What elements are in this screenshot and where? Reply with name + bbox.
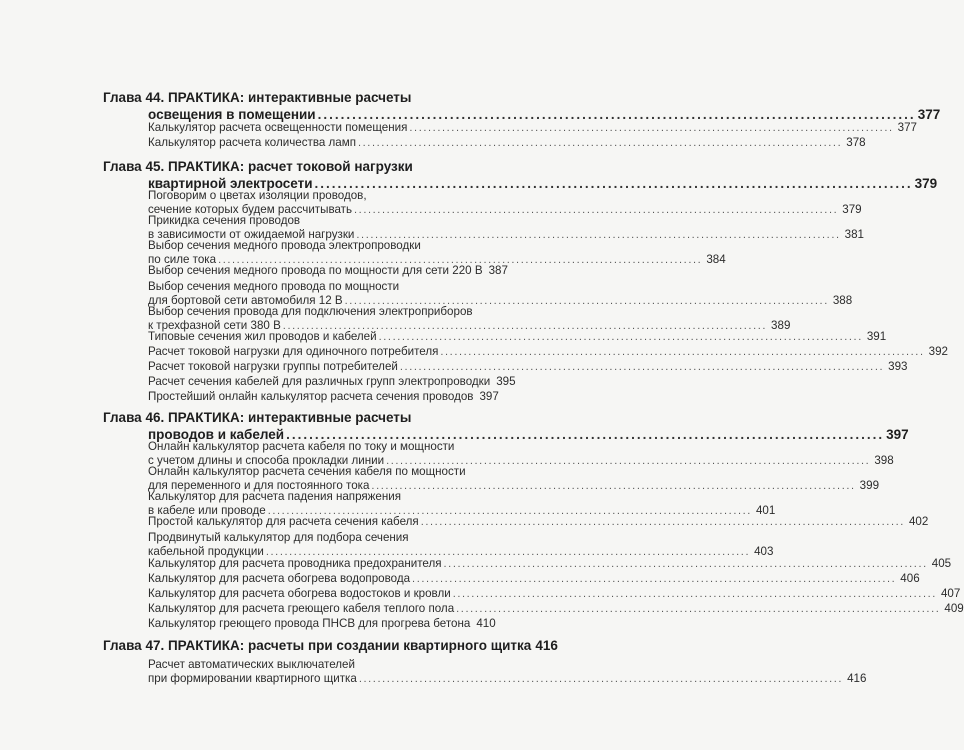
chapter-title-line: Глава 46. ПРАКТИКА: интерактивные расчеты — [103, 410, 412, 425]
leader-dots: ........................................................................................................ — [265, 546, 751, 558]
toc-entry — [148, 305, 791, 333]
toc-entry — [148, 490, 776, 518]
chapter-title-line: Глава 47. ПРАКТИКА: расчеты при создании квартирного щитка — [103, 638, 532, 653]
toc-entry — [148, 345, 948, 359]
entry-title-line: Калькулятор для расчета греющего кабеля теплого пола — [148, 602, 455, 615]
entry-page-number: 389 — [771, 319, 791, 332]
leader-dots: ........................................................................................................ — [356, 229, 841, 241]
chapter-heading — [103, 637, 558, 654]
leader-dots: ........................................................................................................ — [354, 204, 839, 216]
toc-entry — [148, 440, 894, 468]
entry-title-line: Выбор сечения медного провода по мощности для сети 220 В — [148, 264, 483, 277]
chapter-title-line: Глава 45. ПРАКТИКА: расчет токовой нагрузки — [103, 159, 413, 174]
entry-title-line: Калькулятор для расчета проводника предохранителя — [148, 557, 442, 570]
entry-title-line: с учетом длины и способа прокладки линии — [148, 454, 385, 467]
entry-title-line: Поговорим о цветах изоляции проводов, — [148, 189, 367, 202]
entry-page-number: 392 — [928, 345, 948, 358]
entry-page-number: 387 — [488, 264, 508, 277]
toc-entry — [148, 360, 908, 374]
toc-entry — [148, 465, 880, 493]
entry-page-number: 379 — [842, 203, 862, 216]
toc-entry — [148, 121, 917, 135]
entry-page-number: 381 — [844, 228, 864, 241]
chapter-page-number: 416 — [535, 638, 558, 653]
entry-title-line: Расчет автоматических выключателей — [148, 658, 355, 671]
leader-dots: ........................................................................................................ — [440, 346, 925, 358]
entry-page-number: 403 — [754, 545, 774, 558]
chapter-page-number: 379 — [914, 176, 938, 191]
entry-page-number: 416 — [847, 672, 867, 685]
entry-page-number: 391 — [866, 330, 887, 343]
entry-title-line: Типовые сечения жил проводов и кабелей — [148, 330, 377, 343]
leader-dots: ........................................................................................................ — [412, 573, 897, 585]
chapter-title-line: освещения в помещении — [148, 107, 316, 122]
entry-title-line: Выбор сечения медного провода по мощности — [148, 280, 400, 293]
entry-title-line: для переменного и для постоянного тока — [148, 479, 370, 492]
toc-entry — [148, 239, 726, 267]
toc-entry — [148, 189, 862, 217]
entry-page-number: 405 — [931, 557, 952, 570]
entry-title-line: Расчет сечения кабелей для различных групп электропроводки — [148, 375, 491, 388]
entry-page-number: 407 — [940, 587, 961, 600]
entry-page-number: 409 — [944, 602, 964, 615]
leader-dots: ........................................................................................................ — [218, 254, 703, 266]
toc-entry — [148, 375, 516, 389]
chapter-heading — [103, 409, 909, 443]
chapter-page-number: 397 — [886, 427, 909, 442]
chapter-page-number: 377 — [917, 107, 941, 122]
entry-title-line: Простейший онлайн калькулятор расчета сечения проводов — [148, 390, 474, 403]
leader-dots: ........................................................................................................ — [409, 122, 894, 134]
entry-title-line: Простой калькулятор для расчета сечения кабеля — [148, 515, 419, 528]
leader-dots: ........................................................................................................ — [317, 107, 916, 122]
entry-page-number: 384 — [706, 253, 726, 266]
entry-page-number: 406 — [900, 572, 920, 585]
chapter-heading — [103, 158, 938, 192]
toc-entry — [148, 658, 867, 686]
leader-dots: ........................................................................................................ — [358, 137, 843, 149]
entry-title-line: Выбор сечения медного провода электропроводки — [148, 239, 421, 252]
toc-entry — [148, 587, 961, 601]
entry-title-line: Калькулятор расчета количества ламп — [148, 136, 356, 149]
entry-title-line: Прикидка сечения проводов — [148, 214, 301, 227]
leader-dots: ........................................................................................................ — [344, 295, 829, 307]
leader-dots: ........................................................................................................ — [443, 558, 928, 570]
toc-entry — [148, 280, 853, 308]
entry-page-number: 397 — [479, 390, 499, 403]
leader-dots: ........................................................................................................ — [386, 455, 871, 467]
chapter-title-line: проводов и кабелей — [148, 427, 285, 442]
toc-entry — [148, 390, 499, 404]
entry-title-line: к трехфазной сети 380 В — [148, 319, 281, 332]
entry-title-line: по силе тока — [148, 253, 217, 266]
entry-page-number: 402 — [908, 515, 929, 528]
toc-entry — [148, 602, 964, 616]
leader-dots: ........................................................................................................ — [358, 673, 844, 685]
entry-title-line: Продвинутый калькулятор для подбора сечения — [148, 531, 409, 544]
leader-dots: ........................................................................................................ — [371, 480, 856, 492]
leader-dots: ........................................................................................................ — [314, 176, 913, 191]
entry-page-number: 393 — [888, 360, 908, 373]
chapter-heading — [103, 89, 941, 123]
entry-title-line: сечение которых будем рассчитывать — [148, 203, 353, 216]
entry-title-line: Выбор сечения провода для подключения электроприборов — [148, 305, 473, 318]
toc-entry — [148, 136, 866, 150]
toc-entry — [148, 531, 774, 559]
entry-title-line: Калькулятор греющего провода ПНСВ для прогрева бетона — [148, 617, 471, 630]
leader-dots: ........................................................................................................ — [452, 588, 937, 600]
entry-page-number: 378 — [846, 136, 866, 149]
entry-page-number: 399 — [859, 479, 880, 492]
entry-page-number: 388 — [832, 294, 853, 307]
toc-entry — [148, 264, 508, 278]
chapter-title-line: Глава 44. ПРАКТИКА: интерактивные расчеты — [103, 90, 412, 105]
entry-title-line: Расчет токовой нагрузки для одиночного потребителя — [148, 345, 439, 358]
leader-dots: ........................................................................................................ — [456, 603, 941, 615]
entry-page-number: 401 — [755, 504, 776, 517]
entry-title-line: для бортовой сети автомобиля 12 В — [148, 294, 343, 307]
toc-entry — [148, 515, 929, 529]
leader-dots: ........................................................................................................ — [378, 331, 863, 343]
entry-title-line: Калькулятор расчета освещенности помещения — [148, 121, 408, 134]
entry-page-number: 377 — [897, 121, 917, 134]
chapter-title-line: квартирной электросети — [148, 176, 313, 191]
toc-entry — [148, 572, 920, 586]
toc-entry — [148, 330, 887, 344]
entry-title-line: кабельной продукции — [148, 545, 264, 558]
toc-entry — [148, 214, 864, 242]
entry-title-line: Калькулятор для расчета обогрева водостоков и кровли — [148, 587, 451, 600]
leader-dots: ........................................................................................................ — [399, 361, 885, 373]
leader-dots: ........................................................................................................ — [286, 427, 885, 442]
leader-dots: ........................................................................................................ — [267, 505, 752, 517]
entry-title-line: в зависимости от ожидаемой нагрузки — [148, 228, 355, 241]
entry-title-line: Расчет токовой нагрузки группы потребителей — [148, 360, 398, 373]
entry-title-line: при формировании квартирного щитка — [148, 672, 357, 685]
entry-title-line: в кабеле или проводе — [148, 504, 266, 517]
entry-title-line: Калькулятор для расчета падения напряжения — [148, 490, 402, 503]
entry-title-line: Калькулятор для расчета обогрева водопровода — [148, 572, 411, 585]
toc-entry — [148, 617, 495, 631]
leader-dots: ........................................................................................................ — [282, 320, 768, 332]
entry-page-number: 410 — [476, 617, 496, 630]
entry-title-line: Онлайн калькулятор расчета кабеля по току и мощности — [148, 440, 455, 453]
toc-entry — [148, 557, 952, 571]
leader-dots: ........................................................................................................ — [420, 516, 905, 528]
entry-page-number: 395 — [496, 375, 516, 388]
entry-page-number: 398 — [874, 454, 894, 467]
entry-title-line: Онлайн калькулятор расчета сечения кабеля по мощности — [148, 465, 466, 478]
